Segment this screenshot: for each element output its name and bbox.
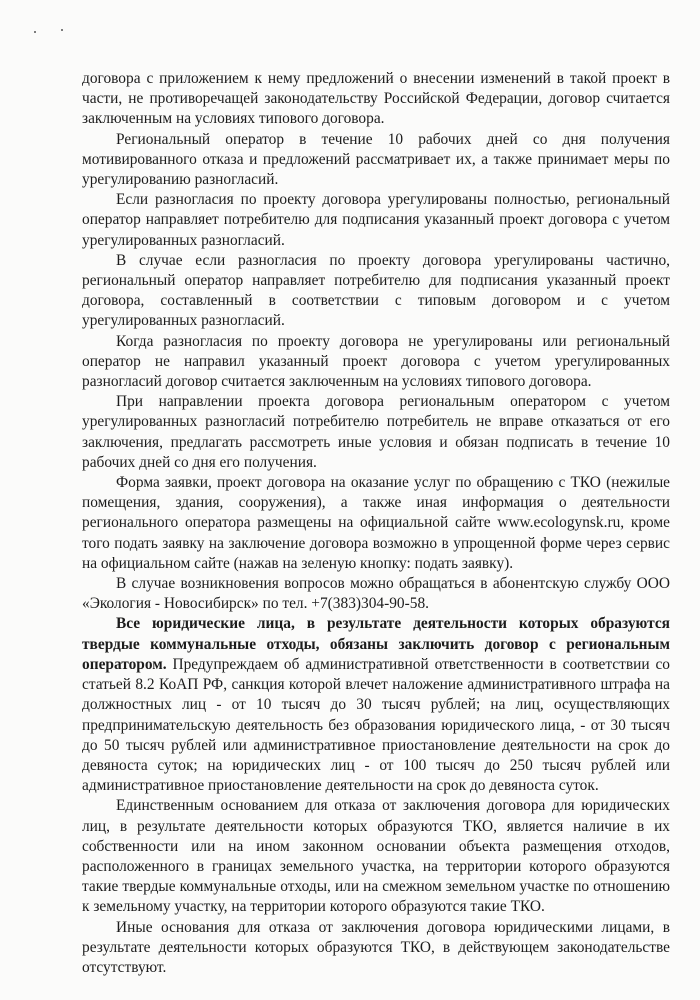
paragraph-liability: Все юридические лица, в результате деятельности которых образуются твердые коммунальные отходы, обязаны заключить договор с региональным оператором. Предупреждаем об административной ответственности в соответствии со статьей 8.2 КоАП РФ, санкция которой влечет наложение административного штрафа на должностных лиц - от 10 тысяч до 30 тысяч рублей; на лиц, осуществляющих предпринимательскую деятельность без образования юридического лица, - от 30 тысяч до 50 тысяч рублей или административное приостановление деятельности на срок до девяноста суток; на юридических лиц - от 100 тысяч до 250 тысяч рублей или административное приостановление деятельности на срок до девяноста суток.: [82, 615, 670, 795]
document-body: [82, 69, 670, 978]
paragraph-application-form: Форма заявки, проект договора на оказание услуг по обращению с ТКО (нежилые помещения, здания, сооружения), а также иная информация о деятельности регионального оператора размещены на официальной сайте www.ecologynsk.ru, кроме того подать заявку на заключение договора возможно в упрощенной форме через сервис на официальном сайте (нажав на зеленую кнопку: подать заявку).: [82, 474, 670, 572]
paragraph-partially-settled: В случае если разногласия по проекту договора урегулированы частично, региональный оператор направляет потребителю для подписания указанный проект договора, составленный в соответствии с типовым договором и с учетом урегулированных разногласий.: [82, 251, 670, 330]
paragraph-review-objections: Региональный оператор в течение 10 рабочих дней со дня получения мотивированного отказа и предложений рассматривает их, а также принимает меры по урегулированию разногласий.: [82, 130, 670, 189]
paragraph-contact-service: В случае возникновения вопросов можно обращаться в абонентскую службу ООО «Экология - Новосибирск» по тел. +7(383)304-90-58.: [82, 575, 670, 613]
paragraph-continuation: договора с приложением к нему предложений о внесении изменений в такой проект в части, не противоречащей законодательству Российской Федерации, договор считается заключенным на условиях типового договора.: [82, 70, 670, 128]
scan-speck: [34, 31, 36, 33]
paragraph-not-settled: Когда разногласия по проекту договора не урегулированы или региональный оператор не направил указанный проект договора с учетом урегулированных разногласий договор считается заключенным на условиях типового договора.: [82, 332, 670, 391]
paragraph-fully-settled: Если разногласия по проекту договора урегулированы полностью, региональный оператор направляет потребителю для подписания указанный проект договора с учетом урегулированных разногласий.: [82, 191, 670, 249]
paragraph-consumer-obligation: При направлении проекта договора региональным оператором с учетом урегулированных разногласий потребителю потребитель не вправе отказаться от его заключения, предлагать рассмотреть иные условия и обязан подписать в течение 10 рабочих дней со дня его получения.: [82, 393, 670, 471]
paragraph-refusal-grounds: Единственным основанием для отказа от заключения договора для юридических лиц, в результате деятельности которых образуются ТКО, является наличие в их собственности или на ином законном основании объекта размещения отходов, расположенного в границах земельного участка, на территории которого образуются такие твердые коммунальные отходы, или на смежном земельном участке по отношению к земельному участку, на территории которого образуются такие ТКО.: [82, 797, 670, 916]
paragraph-no-other-grounds: Иные основания для отказа от заключения договора юридическими лицами, в результате деятельности которых образуются ТКО, в действующем законодательстве отсутствуют.: [82, 918, 670, 976]
scan-speck: [61, 29, 63, 31]
liability-bold-statement: Все юридические лица, в результате деятельности которых образуются твердые коммунальные отходы, обязаны заключить договор с региональным оператором.: [82, 615, 670, 673]
